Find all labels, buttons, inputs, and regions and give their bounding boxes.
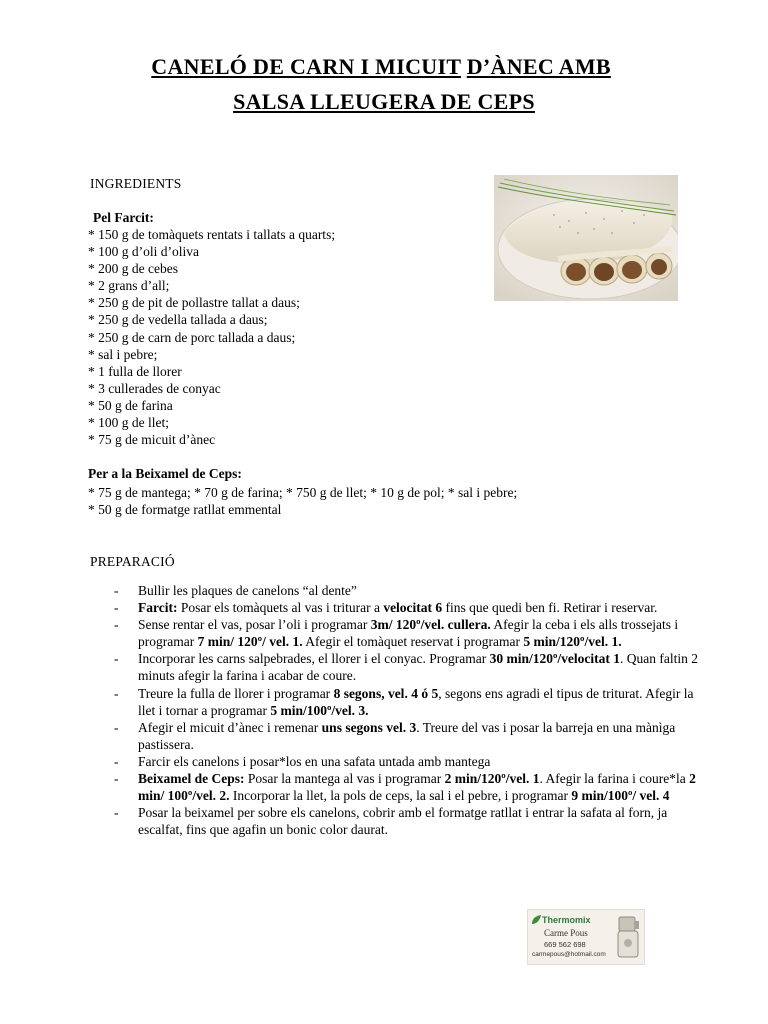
step-text: fins que quedi ben fi. Retirar i reservar. (442, 600, 658, 616)
step (114, 770, 714, 804)
thermomix-machine-icon (616, 913, 642, 961)
farcit-item: * 150 g de tomàquets rentats i tallats a quarts; (88, 227, 336, 242)
beixamel-item: * 50 g de formatge ratllat emmental (88, 502, 282, 518)
thermomix-contact-logo (527, 909, 645, 965)
step-text: Incorporar les carns salpebrades, el llorer i el conyac. Programar (138, 651, 490, 667)
step-bullet: - (114, 600, 119, 616)
farcit-item: * 1 fulla de llorer (88, 363, 182, 379)
beixamel-item: * 75 g de mantega; * 70 g de farina; * 750 g de llet; * 10 g de pol; * sal i pebre; (88, 485, 518, 500)
step-text: Afegir el micuit d’ànec i remenar (138, 719, 322, 735)
preparation-heading: PREPARACIÓ (90, 554, 175, 569)
step-bold: 2 min/120º/vel. 1 (444, 771, 540, 787)
step-bold: 5 min/100º/vel. 3. (270, 702, 369, 718)
farcit-item: * 50 g de farina (88, 397, 173, 413)
step-text: Posar els tomàquets al vas i triturar a (177, 600, 384, 616)
cannelloni-illustration (494, 175, 678, 301)
step-text: Posar la beixamel per sobre els canelons, cobrir amb el formatge ratllat i entrar la safata al forn, ja escalfat, fins que agafin un bonic color daurat. (138, 805, 668, 838)
step-text: Farcir els canelons i posar*los en una safata untada amb mantega (138, 753, 491, 769)
step-bold: Beixamel de Ceps: (138, 771, 245, 787)
step-text: Incorporar la llet, la pols de ceps, la sal i el pebre, i programar (229, 788, 572, 804)
farcit-list (88, 226, 335, 448)
recipe-title-line-1 (90, 54, 678, 80)
logo-email: carmepous@hotmail.com (532, 951, 606, 958)
farcit-item: * 100 g d’oli d’oliva (88, 244, 199, 260)
logo-brand: Thermomix (542, 915, 591, 925)
step-bold: 7 min/ 120º/ vel. 1. (197, 634, 303, 650)
step-bold: 8 segons, vel. 4 ó 5 (333, 685, 439, 701)
step-text: Treure la fulla de llorer i programar (138, 685, 334, 701)
farcit-item: * 2 grans d’all; (88, 278, 170, 294)
farcit-item: * 200 g de cebes (88, 261, 178, 277)
step (114, 719, 714, 753)
step-bold: 30 min/120º/velocitat 1 (489, 651, 621, 667)
step (114, 599, 714, 616)
logo-name: Carme Pous (544, 928, 588, 938)
step-text: , segons ens agradi el tipus de triturat. Afegir la llet i tornar a programar (138, 685, 694, 718)
step-bullet: - (114, 651, 119, 667)
step-bullet: - (114, 583, 119, 598)
step-bold: uns segons vel. 3 (321, 719, 417, 735)
step-text: Afegir el tomàquet reservat i programar (302, 634, 524, 650)
dish-photo (494, 175, 678, 301)
step-text: Bullir les plaques de canelons “al dente” (138, 583, 357, 598)
step-bold: Farcit: (138, 600, 178, 616)
recipe-title-line-2 (90, 89, 678, 115)
step-text: Afegir la ceba i els alls trossejats i programar (138, 617, 679, 650)
step-text: Posar la mantega al vas i programar (244, 771, 445, 787)
step-text: Sense rentar el vas, posar l’oli i programar (138, 617, 371, 633)
title-part-3: SALSA LLEUGERA DE CEPS (233, 89, 535, 114)
step (114, 582, 714, 599)
step-bold: 2 min/ 100º/vel. 2. (138, 771, 696, 804)
thermomix-leaf-icon (530, 914, 542, 926)
farcit-heading: Pel Farcit: (93, 210, 154, 225)
step-bullet: - (114, 685, 119, 701)
step (114, 804, 714, 838)
beixamel-heading: Per a la Beixamel de Ceps: (88, 466, 242, 481)
ingredients-heading: INGREDIENTS (90, 176, 182, 191)
step-bullet: - (114, 771, 119, 787)
step-bullet: - (114, 617, 119, 633)
step-bold: velocitat 6 (383, 600, 443, 616)
farcit-item: * 100 g de llet; (88, 415, 169, 431)
farcit-item: * 75 g de micuit d’ànec (88, 432, 216, 448)
step-bullet: - (114, 719, 119, 735)
step-bullet: - (114, 753, 119, 769)
step-bold: 5 min/120º/vel. 1. (523, 634, 622, 650)
farcit-item: * 3 cullerades de conyac (88, 380, 221, 396)
step-text: . Afegir la farina i coure*la (539, 771, 690, 787)
farcit-item: * sal i pebre; (88, 346, 158, 362)
beixamel-list (88, 484, 517, 518)
title-part-1: CANELÓ DE CARN I MICUIT (151, 54, 461, 79)
step-text: . Quan faltin 2 minuts afegir la farina i acabar de coure. (138, 651, 699, 684)
farcit-item: * 250 g de vedella tallada a daus; (88, 312, 268, 328)
title-part-2: D’ÀNEC AMB (466, 54, 611, 79)
farcit-item: * 250 g de carn de porc tallada a daus; (88, 329, 296, 345)
step (114, 650, 714, 684)
step (114, 753, 714, 770)
logo-phone: 669 562 698 (544, 940, 586, 949)
step-bullet: - (114, 805, 119, 821)
step (114, 685, 714, 719)
step-bold: 9 min/100º/ vel. 4 (571, 788, 670, 804)
preparation-steps (114, 582, 714, 838)
step (114, 616, 714, 650)
step-bold: 3m/ 120º/vel. cullera. (370, 617, 491, 633)
farcit-item: * 250 g de pit de pollastre tallat a daus; (88, 295, 300, 311)
step-text: . Treure del vas i posar la barreja en una mànìga pastissera. (138, 719, 676, 752)
